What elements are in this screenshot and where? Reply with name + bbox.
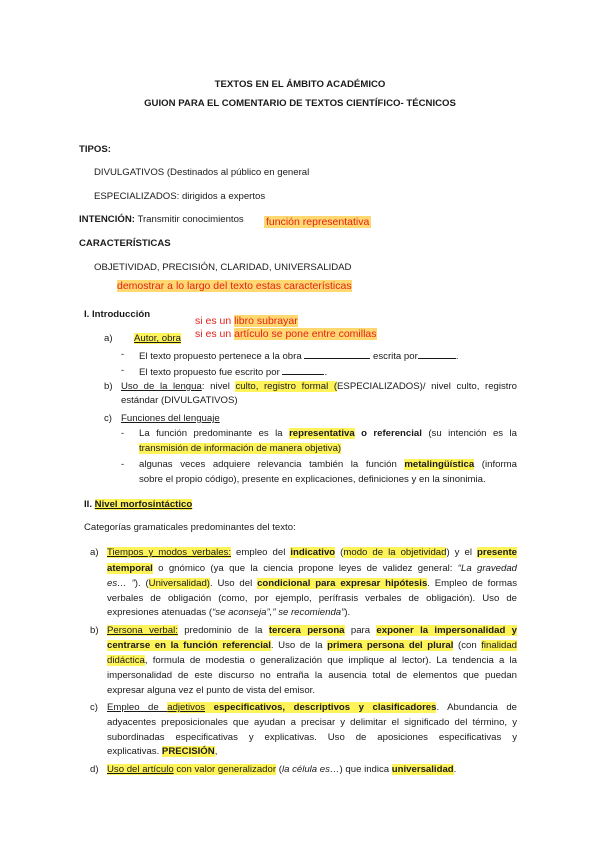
nivel-b-t7: primera persona del plural [327,640,454,651]
nivel-c-label-a: Empleo de [107,702,168,713]
nivel-b-marker: b) [90,625,99,636]
nivel-d-t5: universalidad [391,764,454,775]
intro-a-marker: a) [104,333,113,344]
nivel-heading-text: Nivel morfosintáctico [94,499,193,510]
caracteristicas-heading: CARACTERÍSTICAS [79,238,171,249]
blank-line-autor [418,349,456,359]
nivel-c-t7: , [214,746,218,757]
nivel-b-t5: centrarse en la función referencial [107,640,271,651]
intro-note-articulo [195,328,377,340]
intro-c-label: Funciones del lenguaje [121,413,220,424]
intro-c-b2-t3: (informa [474,459,517,470]
nivel-a-line3 [107,578,517,589]
nivel-a-t11: ). ( [134,578,149,589]
nivel-heading [84,499,192,510]
intro-a-bullet1 [139,349,458,362]
intro-b-line1 [121,381,517,392]
intro-a-bullet2-end: . [324,367,328,378]
intro-a-bullet2-pre: El texto propuesto fue escrito por [139,367,283,378]
intro-c-b1-t3: o referencial [354,428,422,439]
intro-c-marker: c) [104,413,112,424]
nivel-a-t12: Universalidad) [148,578,210,589]
nivel-c-label [107,702,205,713]
intro-b-line2: estándar (DIVULGATIVOS) [121,395,238,406]
nivel-b-t10: didáctica [107,655,145,666]
nivel-a-line4: verbales de obligación (como, por ejemplo, perífrasis verbales de obligación). Uso de [107,593,517,604]
nivel-b-line5: expresar alguna vez el punto de vista del emisor. [107,685,315,696]
intro-a-label: Autor, obra [134,333,181,344]
nivel-c-t5: explicativas. [107,746,162,757]
nivel-b-t8: (con [453,640,482,651]
tipos-especializados: ESPECIALIZADOS: dirigidos a expertos [94,191,266,202]
intro-b-label: Uso de la lengua [121,381,202,392]
nivel-a-t17: expresiones atenuadas ( [107,607,213,618]
nivel-c-line3: subordinadas especificativas y explicativas. Uso de aposiciones especificativas y [107,732,517,743]
nivel-b-t4: exponer la impersonalidad y [376,625,517,636]
document-subtitle: GUION PARA EL COMENTARIO DE TEXTOS CIENTÍFICO- TÉCNICOS [144,98,456,109]
nivel-c-line2: adyacentes preposicionales que ayudan a precisar y delimitar el significado del término, y [107,717,517,728]
nivel-c-t1: especificativos, descriptivos y clasificadores [205,702,437,713]
intro-c-b1-line2 [139,443,341,454]
nivel-a-t1: empleo del [231,547,291,558]
nivel-a-t18: “se aconseja”,” se recomienda” [212,607,345,618]
nivel-b-line1 [107,625,517,636]
intro-a-bullet1-end: . [455,351,459,362]
intro-note-articulo-a: si es un [195,328,235,340]
intro-b-marker: b) [104,381,113,392]
nivel-heading-number: II. [84,499,95,510]
bullet-dash: - [121,365,125,376]
intro-note-libro [195,315,298,327]
nivel-d-t4: ) que indica [339,764,392,775]
intro-b-t2: culto, registro formal ( [235,381,338,392]
nivel-a-t4: modo de la objetividad [343,547,447,558]
intencion-line [79,214,244,225]
nivel-a-t9: “La gravedad [457,563,517,574]
caracteristicas-note-text: demostrar a lo largo del texto estas características [117,280,352,292]
nivel-a-line2 [107,563,517,574]
nivel-d-t3: la célula es… [281,764,340,775]
nivel-c-line1 [107,702,517,713]
caracteristicas-list: OBJETIVIDAD, PRECISIÓN, CLARIDAD, UNIVERSALIDAD [94,262,352,273]
nivel-b-t3: para [344,625,377,636]
nivel-a-t8: o gnómico (ya que la ciencia propone leyes de validez general: [152,563,458,574]
nivel-b-line2 [107,640,517,651]
intro-c-b1-t5: transmisión de información de manera objetiva) [139,443,342,454]
intencion-label: INTENCIÓN: [79,214,135,225]
nivel-c-marker: c) [90,702,98,713]
intro-a-bullet1-pre: El texto propuesto pertenece a la obra [139,351,305,362]
intro-note-libro-b: libro subrayar [234,315,298,327]
nivel-a-marker: a) [90,547,99,558]
intro-c-b2-line2: sobre el propio código), presente en explicaciones, definiciones y en la sinonimia. [139,474,486,485]
intro-c-b1-t1: La función predominante es la [139,428,290,439]
nivel-a-t3: ( [335,547,344,558]
nivel-b-t2: tercera persona [268,625,345,636]
nivel-b-t1: predominio de la [177,625,269,636]
nivel-a-t5: ) y el [446,547,477,558]
nivel-d-t2: ( [276,764,282,775]
intro-b-t1: : nivel [201,381,236,392]
nivel-c-t6: PRECISIÓN [161,746,215,757]
blank-line-escrito [282,365,324,375]
intro-c-b2-t2: metalingüística [404,459,475,470]
nivel-a-line5 [107,607,350,618]
intro-b-t3: ESPECIALIZADOS)/ nivel culto, registro [337,381,517,392]
nivel-c-line4 [107,746,217,757]
nivel-b-line3 [107,655,517,666]
nivel-d-line1 [107,764,456,775]
intro-a-bullet1-mid: escrita por [370,351,418,362]
nivel-a-t10: es… ” [107,578,135,589]
nivel-d-label: Uso del artículo [107,764,174,775]
intro-heading: I. Introducción [84,309,151,320]
intro-note-articulo-b: artículo se pone entre comillas [234,328,377,340]
intro-c-b2-t1: algunas veces adquiere relevancia también la función [139,459,405,470]
intro-c-b1-t4: (su intención es la [421,428,517,439]
nivel-a-t6: presente [476,547,517,558]
nivel-d-t1: con valor generalizador [173,764,277,775]
document-title: TEXTOS EN EL ÁMBITO ACADÉMICO [214,79,386,90]
intro-note-libro-a: si es un [195,315,235,327]
nivel-a-t2: indicativo [290,547,336,558]
intencion-note: función representativa [266,216,370,228]
nivel-a-t19: ). [344,607,351,618]
nivel-b-t9: finalidad [481,640,517,651]
nivel-d-t6: . [453,764,457,775]
nivel-a-t15: . Empleo de formas [427,578,517,589]
intro-a-bullet2 [139,365,327,378]
nivel-a-t14: condicional para expresar hipótesis [257,578,428,589]
intro-c-b2-line1 [139,459,517,470]
nivel-a-t7: atemporal [107,563,153,574]
bullet-dash: - [121,459,125,470]
nivel-intro: Categorías gramaticales predominantes del texto: [84,522,296,533]
intro-c-b1-t2: representativa [289,428,355,439]
caracteristicas-note [117,280,352,292]
bullet-dash: - [121,349,125,360]
nivel-b-label: Persona verbal: [107,625,178,636]
tipos-heading: TIPOS: [79,144,111,155]
nivel-a-t13: . Uso del [210,578,258,589]
nivel-a-label: Tiempos y modos verbales: [107,547,232,558]
bullet-dash: - [121,428,125,439]
tipos-divulgativos: DIVULGATIVOS (Destinados al público en general [94,167,310,178]
nivel-b-t6: . Uso de la [270,640,328,651]
nivel-d-marker: d) [90,764,99,775]
nivel-a-line1 [107,547,517,558]
blank-line-obra [304,349,370,359]
intencion-text: Transmitir conocimientos [134,214,244,225]
intro-c-b1-line1 [139,428,517,439]
nivel-b-t11: , formula de modestia o generalización que implique al lector). La tendencia a la [144,655,517,666]
nivel-c-label-b: adjetivos [167,702,206,713]
nivel-b-line4: impersonalidad de este discurso no entraña la ausencia total de elementos que puedan [107,670,517,681]
nivel-c-t2: . Abundancia de [436,702,517,713]
